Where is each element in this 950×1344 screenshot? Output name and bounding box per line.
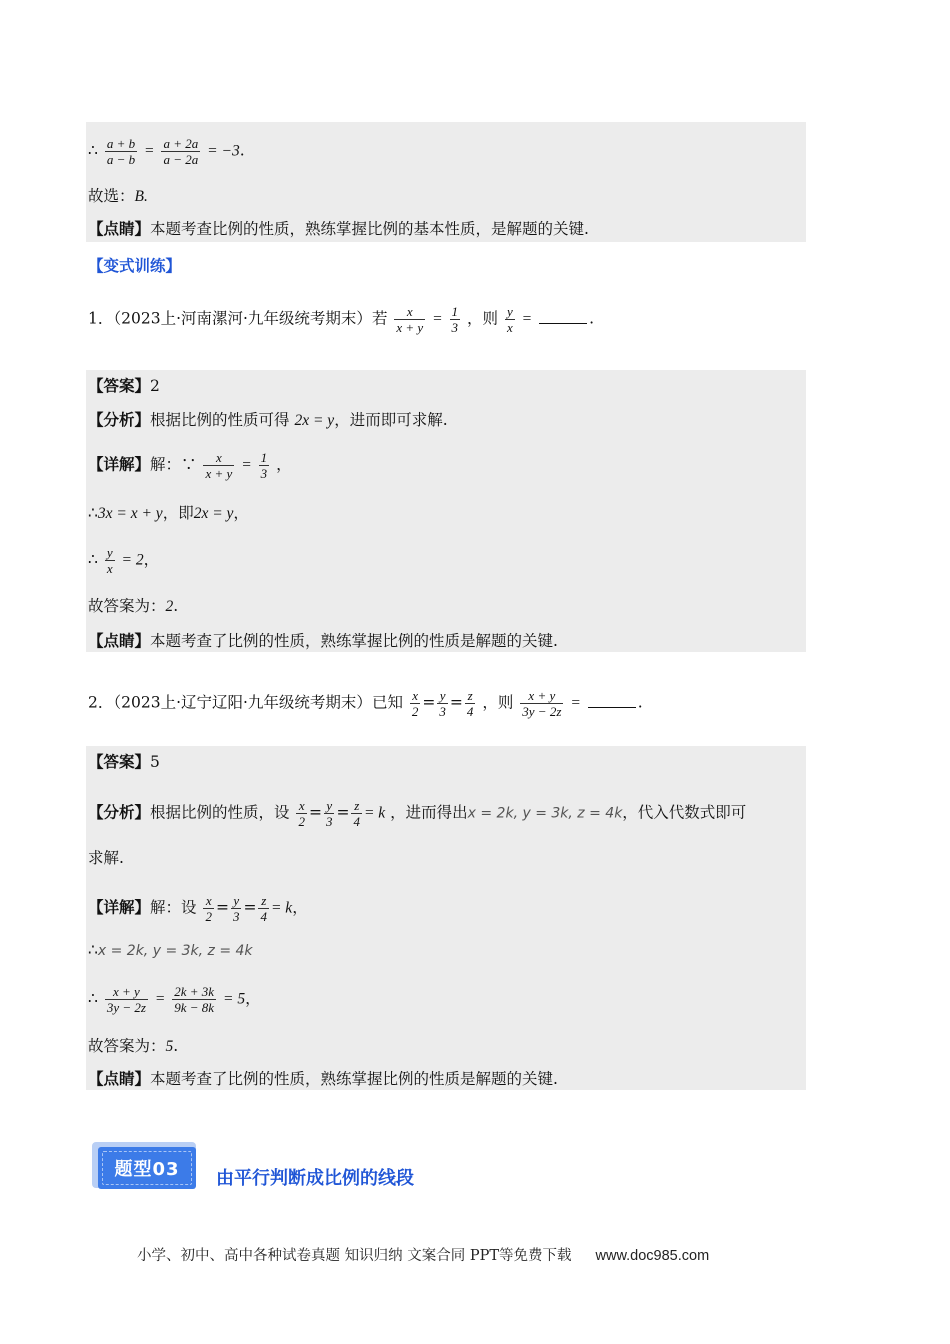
final-answer-line: 故答案为：2. bbox=[88, 597, 179, 615]
footer bbox=[137, 1244, 709, 1265]
answer-blank bbox=[539, 309, 587, 324]
answer-blank bbox=[588, 693, 636, 708]
step-line: ∴ $\frac{x + y}{3y - 2z}$ = $\frac{2k + 3k}{9k - 8k}$ = 5， bbox=[88, 984, 261, 1015]
section-badge-label: 题型03 bbox=[114, 1159, 180, 1180]
step-line: ∴ $\frac{y}{x}$ = 2， bbox=[88, 545, 160, 576]
analysis-line: 【分析】根据比例的性质，设 $\frac{x}{2}$ = $\frac{y}{3}$ = $\frac{z}{4}$ = k ，进而得出x = 2k, y = 3k, z = 4k，代入代数式即可 bbox=[88, 798, 747, 829]
fraction: $\frac{a + b}{a - b}$ bbox=[106, 136, 136, 167]
step-line: ∴3x = x + y，即2x = y， bbox=[88, 504, 249, 522]
answer-line: 【答案】2 bbox=[88, 376, 160, 395]
footer-link[interactable]: www.doc985.com bbox=[595, 1248, 710, 1264]
conclusion-line: ∴ $\frac{a + b}{a - b}$ = $\frac{a + 2a}{a - 2a}$ = −3. bbox=[88, 136, 245, 167]
section-title: 由平行判断成比例的线段 bbox=[216, 1168, 414, 1189]
question-2: 2．（2023上·辽宁辽阳·九年级统考期末）已知 $\frac{x}{2}$ = $\frac{y}{3}$ = $\frac{z}{4}$ ，则 $\frac{x + y}{3y - 2z}$ = . bbox=[88, 688, 643, 719]
final-answer-line: 故答案为：5. bbox=[88, 1037, 179, 1055]
detail-line: 【详解】解：∵ $\frac{x}{x + y}$ = $\frac{1}{3}$ ， bbox=[88, 450, 292, 481]
answer-line: 【答案】5 bbox=[88, 752, 160, 771]
choice-line: 故选：B. bbox=[88, 187, 148, 205]
therefore-symbol: ∴ bbox=[88, 141, 98, 160]
fraction: $\frac{a + 2a}{a - 2a}$ bbox=[163, 136, 199, 167]
tip-line: 【点睛】本题考查比例的性质，熟练掌握比例的基本性质，是解题的关键. bbox=[88, 219, 589, 238]
variant-heading: 【变式训练】 bbox=[88, 256, 182, 275]
section-badge bbox=[92, 1142, 204, 1194]
question-1: 1．（2023上·河南漯河·九年级统考期末）若 $\frac{x}{x + y}$ = $\frac{1}{3}$ ，则 $\frac{y}{x}$ = . bbox=[88, 304, 594, 335]
detail-line: 【详解】解：设 $\frac{x}{2}$ = $\frac{y}{3}$ = $\frac{z}{4}$ = k， bbox=[88, 893, 308, 924]
footer-text: 小学、初中、高中各种试卷真题 知识归纳 文案合同 PPT等免费下载 bbox=[137, 1248, 572, 1264]
tip-line: 【点睛】本题考查了比例的性质，熟练掌握比例的性质是解题的关键. bbox=[88, 1069, 558, 1088]
tip-line: 【点睛】本题考查了比例的性质，熟练掌握比例的性质是解题的关键. bbox=[88, 631, 558, 650]
step-line: ∴x = 2k, y = 3k, z = 4k bbox=[88, 941, 253, 959]
analysis-continued: 求解. bbox=[88, 849, 124, 867]
analysis-line: 【分析】根据比例的性质可得 2x = y，进而即可求解. bbox=[88, 410, 448, 429]
